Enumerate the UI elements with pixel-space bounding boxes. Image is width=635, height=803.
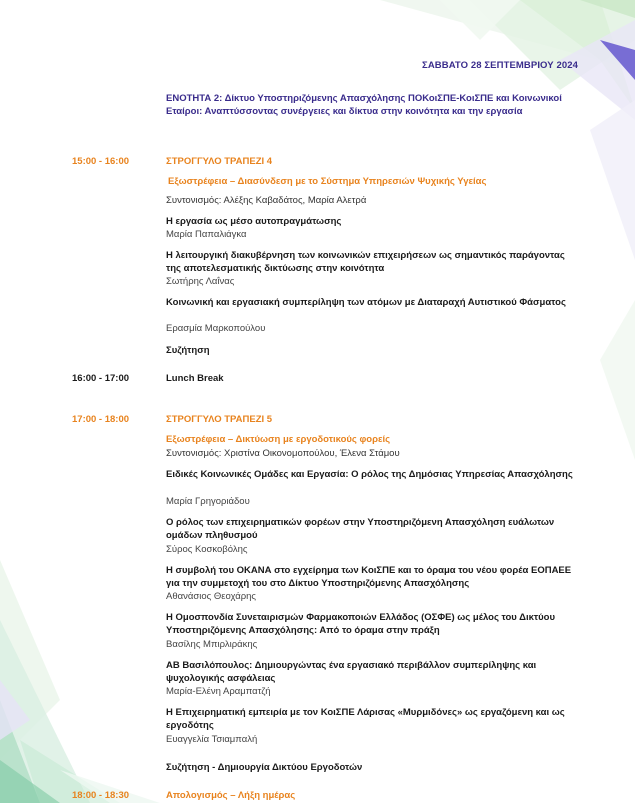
talk-speaker: Μαρία Γρηγοριάδου (166, 496, 250, 507)
roundtable-title: ΣΤΡΟΓΓΥΛΟ ΤΡΑΠΕΖΙ 5 (166, 414, 273, 425)
moderators: Συντονισμός: Χριστίνα Οικονομοπούλου, Έλενα Στάμου (166, 448, 400, 459)
date-header: ΣΑΒΒΑΤΟ 28 ΣΕΠΤΕΜΒΡΙΟΥ 2024 (422, 60, 578, 71)
session-time: 15:00 - 16:00 (72, 156, 130, 167)
session-subtitle: Εξωστρέφεια – Διασύνδεση με το Σύστημα Υπηρεσιών Ψυχικής Υγείας (168, 176, 487, 187)
talk-speaker: Βασίλης Μπιρλιράκης (166, 639, 258, 650)
moderators: Συντονισμός: Αλέξης Καβαδάτος, Μαρία Αλετρά (166, 195, 367, 206)
lunch-break: Lunch Break (166, 373, 224, 384)
talk-speaker: Ευαγγελία Τσιαμπαλή (166, 734, 258, 745)
talk-speaker: Ερασμία Μαρκοπούλου (166, 323, 266, 334)
talk-speaker: Μαρία Παπαλιάγκα (166, 229, 247, 240)
talk-speaker: Σωτήρης Λαΐνας (166, 276, 235, 287)
talk-speaker: Σύρος Κοσκοβόλης (166, 544, 248, 555)
talk-title: Η λειτουργική διακυβέρνηση των κοινωνικών επιχειρήσεων ως σημαντικός παράγοντας της αποτελεσματικής δικτύωσης στην κοινότητα (166, 250, 565, 275)
talk-title: Ο ρόλος των επιχειρηματικών φορέων στην Υποστηριζόμενη Απασχόληση ευάλωτων ομάδων πληθυσμού (166, 517, 555, 542)
talk-title: ΑΒ Βασιλόπουλος: Δημιουργώντας ένα εργασιακό περιβάλλον συμπερίληψης και ψυχολογικής ασφάλειας (166, 660, 537, 685)
session-time: 17:00 - 18:00 (72, 414, 130, 425)
talk-title: Κοινωνική και εργασιακή συμπερίληψη των ατόμων με Διαταραχή Αυτιστικού Φάσματος (166, 297, 566, 308)
talk-title: Η Επιχειρηματική εμπειρία με τον ΚοιΣΠΕ Λάρισας «Μυρμιδόνες» ως εργαζόμενη και ως εργοδότης (166, 707, 565, 732)
talk-title: Ειδικές Κοινωνικές Ομάδες και Εργασία: Ο ρόλος της Δημόσιας Υπηρεσίας Απασχόλησης (166, 469, 573, 480)
section-title: ΕΝΟΤΗΤΑ 2: Δίκτυο Υποστηριζόμενης Απασχόλησης ΠΟΚοιΣΠΕ-ΚοιΣΠΕ και Κοινωνικοί Εταίροι: Αναπτύσσοντας συνέργειες και δίκτυα στην κοινότητα και την εργασία (166, 93, 562, 118)
closing-time: 18:00 - 18:30 (72, 790, 130, 801)
discussion: Συζήτηση (166, 345, 210, 356)
session-subtitle: Εξωστρέφεια – Δικτύωση με εργοδοτικούς φορείς (166, 434, 391, 445)
lunch-time: 16:00 - 17:00 (72, 373, 130, 384)
discussion: Συζήτηση - Δημιουργία Δικτύου Εργοδοτών (166, 762, 363, 773)
closing-label: Απολογισμός – Λήξη ημέρας (166, 790, 296, 801)
talk-speaker: Μαρία-Ελένη Αραμπατζή (166, 686, 271, 697)
talk-title: Η εργασία ως μέσο αυτοπραγμάτωσης (166, 216, 342, 227)
roundtable-title: ΣΤΡΟΓΓΥΛΟ ΤΡΑΠΕΖΙ 4 (166, 156, 273, 167)
talk-speaker: Αθανάσιος Θεοχάρης (166, 591, 256, 602)
talk-title: Η Ομοσπονδία Συνεταιρισμών Φαρμακοποιών Ελλάδος (ΟΣΦΕ) ως μέλος του Δικτύου Υποστηριζόμενης Απασχόλησης: Από το όραμα στην πράξη (166, 612, 555, 637)
talk-title: Η συμβολή του ΟΚΑΝΑ στο εγχείρημα των ΚοιΣΠΕ και το όραμα του νέου φορέα ΕΟΠΑΕΕ για την συμμετοχή του στο Δίκτυο Υποστηριζόμενης Απασχόλησης (166, 565, 572, 590)
